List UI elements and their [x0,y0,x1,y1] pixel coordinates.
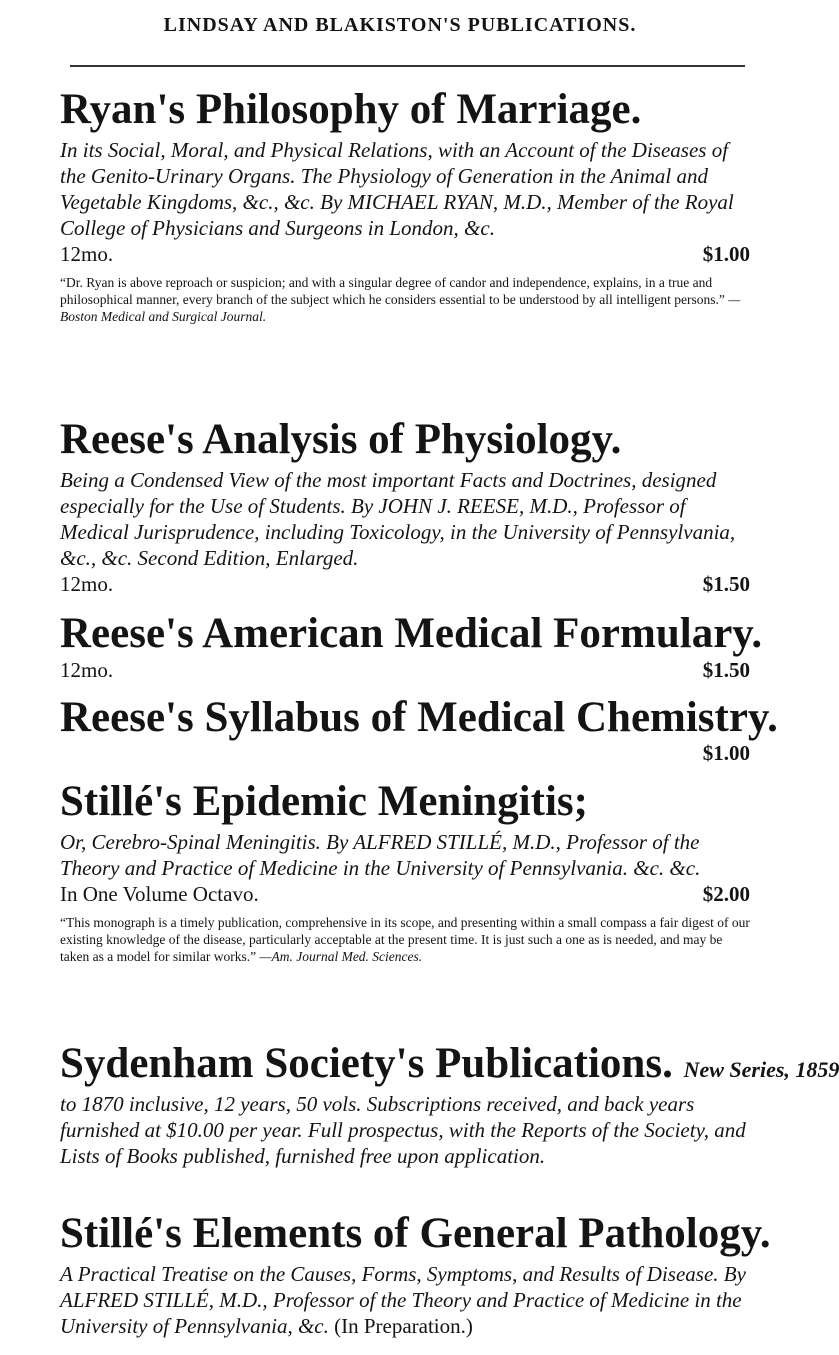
entry-price: $2.00 [702,882,750,907]
entry-description: Or, Cerebro-Spinal Meningitis. By ALFRED STILLÉ, M.D., Professor of the Theory and Practice of Medicine in the University of Pennsylvania. &c. &c. [60,830,701,881]
catalog-entry-reese-formulary [60,610,763,683]
entry-description: Being a Condensed View of the most important Facts and Doctrines, designed especially for the Use of Students. By JOHN J. REESE, M.D., Professor of Medical Jurisprudence, including Toxicology, in the University of Pennsylvania, &c., &c. Second Edition, Enlarged. [60,468,736,571]
entry-title: Ryan's Philosophy of Marriage. [60,86,642,133]
entry-title: Stillé's Epidemic Meningitis; [60,778,588,825]
catalog-entry-reese-physiology [60,416,750,597]
quote-source: —Boston Medical and Surgical Journal. [60,292,741,325]
entry-title: Sydenham Society's Publications. [60,1040,673,1087]
entry-price: $1.00 [702,741,750,766]
description-text: A Practical Treatise on the Causes, Forms, Symptoms, and Results of Disease. By ALFRED STILLÉ, M.D., Professor of the Theory and Practice of Medicine in the University of Pennsylvania, &c. [60,1262,746,1339]
catalog-entry-ryan-marriage [60,86,750,326]
quote-text: “Dr. Ryan is above reproach or suspicion; and with a singular degree of candor and independence, explains, in a true and philosophical manner, every branch of the subject which he considers essential to be understood by all intelligent persons.” [60,275,725,308]
price-line [60,571,750,597]
entry-title-line [60,1040,839,1087]
entry-title: Reese's Syllabus of Medical Chemistry. [60,694,778,741]
entry-price: $1.50 [702,572,750,597]
price-line [60,881,750,907]
entry-price: $1.00 [702,242,750,267]
entry-format: 12mo. [60,242,114,267]
entry-title: Reese's American Medical Formulary. [60,610,763,657]
entry-title-suffix: New Series, 1859 [683,1057,839,1082]
review-quote [60,915,750,966]
entry-description: In its Social, Moral, and Physical Relations, with an Account of the Diseases of the Genito-Urinary Organs. The Physiology of Generation in the Animal and Vegetable Kingdoms, &c., &c. By MICHAEL RYAN, M.D., Member of the Royal College of Physicians and Surgeons in London, &c. [60,138,734,241]
entry-format: 12mo. [60,658,114,683]
review-quote [60,275,750,326]
header-rule [70,65,745,67]
price-line [60,657,750,683]
price-line [60,241,750,267]
catalog-entry-reese-chemistry [60,694,778,766]
entry-title: Stillé's Elements of General Pathology. [60,1210,771,1257]
entry-title: Reese's Analysis of Physiology. [60,416,622,463]
quote-text: “This monograph is a timely publication, comprehensive in its scope, and presenting within a small compass a fair digest of our existing knowledge of the disease, particularly acceptable at the present time. It is just such a one as is needed, and may be taken as a model for similar works.” [60,915,750,965]
running-head: LINDSAY AND BLAKISTON'S PUBLICATIONS. [163,14,637,36]
entry-note: (In Preparation.) [334,1314,473,1339]
entry-description [60,1261,750,1339]
quote-source: —Am. Journal Med. Sciences. [259,949,423,965]
entry-format: In One Volume Octavo. [60,882,259,907]
entry-format: 12mo. [60,572,114,597]
catalog-entry-stille-pathology [60,1210,771,1339]
entry-description: to 1870 inclusive, 12 years, 50 vols. Subscriptions received, and back years furnished at $10.00 per year. Full prospectus, with the Reports of the Society, and Lists of Books published, furnished free upon application. [60,1092,746,1169]
entry-price: $1.50 [702,658,750,683]
catalog-entry-stille-meningitis [60,778,750,966]
catalog-entry-sydenham-society [60,1040,839,1169]
